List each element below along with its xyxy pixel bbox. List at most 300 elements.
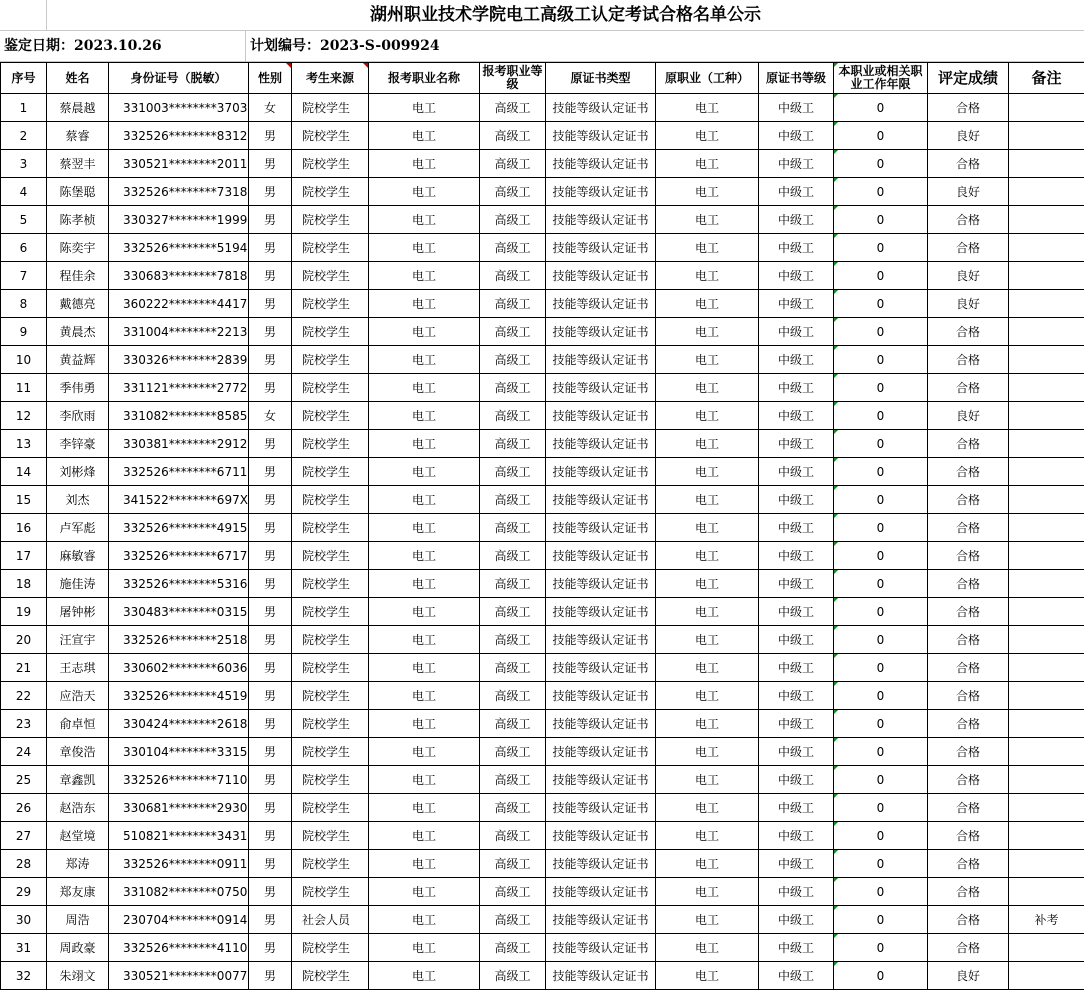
cell-remark[interactable]	[1009, 374, 1084, 402]
cell-seq[interactable]: 22	[1, 682, 47, 710]
cell-years[interactable]: 0	[834, 290, 928, 318]
cell-orig-job[interactable]: 电工	[656, 738, 759, 766]
cell-cert-type[interactable]: 技能等级认定证书	[546, 122, 656, 150]
cell-cert-level[interactable]: 中级工	[759, 178, 834, 206]
cell-orig-job[interactable]: 电工	[656, 626, 759, 654]
cell-orig-job[interactable]: 电工	[656, 598, 759, 626]
cell-id[interactable]: 332526********8312	[109, 122, 249, 150]
cell-level[interactable]: 高级工	[480, 486, 546, 514]
cell-id[interactable]: 332526********5316	[109, 570, 249, 598]
cell-level[interactable]: 高级工	[480, 822, 546, 850]
cell-name[interactable]: 蔡晨越	[47, 94, 109, 122]
cell-score[interactable]: 合格	[928, 598, 1009, 626]
cell-cert-level[interactable]: 中级工	[759, 206, 834, 234]
cell-source[interactable]: 院校学生	[292, 234, 369, 262]
cell-job[interactable]: 电工	[369, 150, 480, 178]
cell-job[interactable]: 电工	[369, 906, 480, 934]
cell-job[interactable]: 电工	[369, 766, 480, 794]
cell-level[interactable]: 高级工	[480, 94, 546, 122]
cell-years[interactable]: 0	[834, 850, 928, 878]
cell-name[interactable]: 施佳涛	[47, 570, 109, 598]
cell-years[interactable]: 0	[834, 402, 928, 430]
header-cert-level[interactable]: 原证书等级	[759, 63, 834, 94]
cell-remark[interactable]	[1009, 486, 1084, 514]
cell-orig-job[interactable]: 电工	[656, 150, 759, 178]
cell-gender[interactable]: 男	[249, 290, 292, 318]
cell-remark[interactable]	[1009, 122, 1084, 150]
cell-years[interactable]: 0	[834, 934, 928, 962]
cell-source[interactable]: 院校学生	[292, 822, 369, 850]
cell-job[interactable]: 电工	[369, 430, 480, 458]
cell-seq[interactable]: 20	[1, 626, 47, 654]
cell-id[interactable]: 332526********7318	[109, 178, 249, 206]
cell-remark[interactable]	[1009, 654, 1084, 682]
cell-name[interactable]: 戴德亮	[47, 290, 109, 318]
cell-gender[interactable]: 男	[249, 262, 292, 290]
cell-name[interactable]: 刘彬烽	[47, 458, 109, 486]
cell-cert-type[interactable]: 技能等级认定证书	[546, 94, 656, 122]
cell-orig-job[interactable]: 电工	[656, 570, 759, 598]
cell-gender[interactable]: 男	[249, 514, 292, 542]
cell-orig-job[interactable]: 电工	[656, 262, 759, 290]
cell-cert-level[interactable]: 中级工	[759, 906, 834, 934]
cell-job[interactable]: 电工	[369, 178, 480, 206]
cell-cert-level[interactable]: 中级工	[759, 654, 834, 682]
cell-score[interactable]: 合格	[928, 150, 1009, 178]
cell-score[interactable]: 良好	[928, 178, 1009, 206]
cell-level[interactable]: 高级工	[480, 598, 546, 626]
cell-remark[interactable]	[1009, 318, 1084, 346]
cell-gender[interactable]: 男	[249, 430, 292, 458]
cell-level[interactable]: 高级工	[480, 738, 546, 766]
header-cert-type[interactable]: 原证书类型	[546, 63, 656, 94]
cell-seq[interactable]: 30	[1, 906, 47, 934]
cell-level[interactable]: 高级工	[480, 374, 546, 402]
cell-id[interactable]: 360222********4417	[109, 290, 249, 318]
cell-seq[interactable]: 25	[1, 766, 47, 794]
cell-name[interactable]: 黄益辉	[47, 346, 109, 374]
cell-remark[interactable]	[1009, 178, 1084, 206]
cell-gender[interactable]: 男	[249, 318, 292, 346]
cell-cert-level[interactable]: 中级工	[759, 514, 834, 542]
cell-score[interactable]: 良好	[928, 122, 1009, 150]
cell-job[interactable]: 电工	[369, 262, 480, 290]
cell-job[interactable]: 电工	[369, 654, 480, 682]
cell-level[interactable]: 高级工	[480, 766, 546, 794]
cell-score[interactable]: 合格	[928, 206, 1009, 234]
cell-cert-type[interactable]: 技能等级认定证书	[546, 738, 656, 766]
cell-cert-type[interactable]: 技能等级认定证书	[546, 962, 656, 990]
cell-source[interactable]: 社会人员	[292, 906, 369, 934]
cell-cert-level[interactable]: 中级工	[759, 738, 834, 766]
cell-orig-job[interactable]: 电工	[656, 402, 759, 430]
cell-gender[interactable]: 男	[249, 542, 292, 570]
cell-gender[interactable]: 男	[249, 962, 292, 990]
cell-seq[interactable]: 26	[1, 794, 47, 822]
cell-orig-job[interactable]: 电工	[656, 318, 759, 346]
cell-seq[interactable]: 16	[1, 514, 47, 542]
cell-id[interactable]: 332526********2518	[109, 626, 249, 654]
cell-orig-job[interactable]: 电工	[656, 878, 759, 906]
cell-orig-job[interactable]: 电工	[656, 346, 759, 374]
cell-cert-level[interactable]: 中级工	[759, 710, 834, 738]
cell-job[interactable]: 电工	[369, 850, 480, 878]
cell-cert-type[interactable]: 技能等级认定证书	[546, 654, 656, 682]
cell-seq[interactable]: 23	[1, 710, 47, 738]
cell-score[interactable]: 合格	[928, 458, 1009, 486]
cell-level[interactable]: 高级工	[480, 262, 546, 290]
cell-seq[interactable]: 18	[1, 570, 47, 598]
sheet-title[interactable]: 湖州职业技术学院电工高级工认定考试合格名单公示	[47, 0, 1084, 30]
cell-id[interactable]: 332526********4915	[109, 514, 249, 542]
cell-id[interactable]: 332526********0911	[109, 850, 249, 878]
cell-name[interactable]: 周政豪	[47, 934, 109, 962]
cell-gender[interactable]: 男	[249, 878, 292, 906]
header-orig-job[interactable]: 原职业（工种）	[656, 63, 759, 94]
cell-source[interactable]: 院校学生	[292, 206, 369, 234]
cell-cert-type[interactable]: 技能等级认定证书	[546, 206, 656, 234]
cell-id[interactable]: 332526********7110	[109, 766, 249, 794]
cell-years[interactable]: 0	[834, 738, 928, 766]
cell-score[interactable]: 合格	[928, 346, 1009, 374]
cell-orig-job[interactable]: 电工	[656, 934, 759, 962]
cell-orig-job[interactable]: 电工	[656, 766, 759, 794]
cell-score[interactable]: 合格	[928, 850, 1009, 878]
cell-level[interactable]: 高级工	[480, 542, 546, 570]
cell-remark[interactable]	[1009, 150, 1084, 178]
header-score[interactable]: 评定成绩	[928, 63, 1009, 94]
cell-name[interactable]: 汪宣宇	[47, 626, 109, 654]
cell-score[interactable]: 合格	[928, 374, 1009, 402]
cell-seq[interactable]: 19	[1, 598, 47, 626]
cell-gender[interactable]: 男	[249, 766, 292, 794]
cell-years[interactable]: 0	[834, 962, 928, 990]
cell-cert-type[interactable]: 技能等级认定证书	[546, 710, 656, 738]
plan-number[interactable]: 计划编号：2023-S-009924	[250, 31, 440, 61]
cell-id[interactable]: 330483********0315	[109, 598, 249, 626]
cell-orig-job[interactable]: 电工	[656, 374, 759, 402]
cell-score[interactable]: 合格	[928, 654, 1009, 682]
cell-level[interactable]: 高级工	[480, 178, 546, 206]
cell-source[interactable]: 院校学生	[292, 626, 369, 654]
cell-level[interactable]: 高级工	[480, 206, 546, 234]
cell-name[interactable]: 李欣雨	[47, 402, 109, 430]
cell-remark[interactable]	[1009, 794, 1084, 822]
cell-cert-type[interactable]: 技能等级认定证书	[546, 766, 656, 794]
cell-level[interactable]: 高级工	[480, 150, 546, 178]
cell-id[interactable]: 330683********7818	[109, 262, 249, 290]
cell-job[interactable]: 电工	[369, 626, 480, 654]
cell-name[interactable]: 章俊浩	[47, 738, 109, 766]
cell-id[interactable]: 331121********2772	[109, 374, 249, 402]
cell-cert-type[interactable]: 技能等级认定证书	[546, 150, 656, 178]
cell-score[interactable]: 合格	[928, 430, 1009, 458]
cell-source[interactable]: 院校学生	[292, 486, 369, 514]
cell-name[interactable]: 俞卓恒	[47, 710, 109, 738]
cell-source[interactable]: 院校学生	[292, 878, 369, 906]
cell-score[interactable]: 合格	[928, 794, 1009, 822]
cell-id[interactable]: 332526********5194	[109, 234, 249, 262]
cell-seq[interactable]: 7	[1, 262, 47, 290]
cell-job[interactable]: 电工	[369, 290, 480, 318]
cell-gender[interactable]: 男	[249, 206, 292, 234]
cell-orig-job[interactable]: 电工	[656, 710, 759, 738]
cell-seq[interactable]: 15	[1, 486, 47, 514]
cell-remark[interactable]	[1009, 234, 1084, 262]
cell-cert-level[interactable]: 中级工	[759, 822, 834, 850]
cell-name[interactable]: 麻敏睿	[47, 542, 109, 570]
cell-remark[interactable]	[1009, 542, 1084, 570]
cell-years[interactable]: 0	[834, 906, 928, 934]
cell-remark[interactable]	[1009, 458, 1084, 486]
cell-seq[interactable]: 1	[1, 94, 47, 122]
cell-job[interactable]: 电工	[369, 374, 480, 402]
cell-gender[interactable]: 男	[249, 150, 292, 178]
cell-cert-type[interactable]: 技能等级认定证书	[546, 290, 656, 318]
cell-years[interactable]: 0	[834, 150, 928, 178]
cell-source[interactable]: 院校学生	[292, 570, 369, 598]
cell-job[interactable]: 电工	[369, 486, 480, 514]
cell-seq[interactable]: 27	[1, 822, 47, 850]
cell-years[interactable]: 0	[834, 178, 928, 206]
header-source[interactable]: 考生来源	[292, 63, 369, 94]
cell-seq[interactable]: 10	[1, 346, 47, 374]
cell-seq[interactable]: 13	[1, 430, 47, 458]
cell-cert-type[interactable]: 技能等级认定证书	[546, 374, 656, 402]
cell-gender[interactable]: 男	[249, 178, 292, 206]
cell-gender[interactable]: 女	[249, 94, 292, 122]
cell-cert-level[interactable]: 中级工	[759, 626, 834, 654]
cell-gender[interactable]: 男	[249, 934, 292, 962]
cell-id[interactable]: 330681********2930	[109, 794, 249, 822]
cell-remark[interactable]	[1009, 570, 1084, 598]
title-lead-cell[interactable]	[0, 0, 47, 30]
cell-remark[interactable]	[1009, 262, 1084, 290]
cell-seq[interactable]: 17	[1, 542, 47, 570]
cell-source[interactable]: 院校学生	[292, 262, 369, 290]
cell-score[interactable]: 合格	[928, 878, 1009, 906]
cell-score[interactable]: 合格	[928, 234, 1009, 262]
cell-remark[interactable]	[1009, 962, 1084, 990]
cell-job[interactable]: 电工	[369, 458, 480, 486]
cell-orig-job[interactable]: 电工	[656, 654, 759, 682]
cell-job[interactable]: 电工	[369, 542, 480, 570]
cell-remark[interactable]	[1009, 346, 1084, 374]
cell-orig-job[interactable]: 电工	[656, 822, 759, 850]
cell-gender[interactable]: 男	[249, 850, 292, 878]
cell-orig-job[interactable]: 电工	[656, 850, 759, 878]
cell-source[interactable]: 院校学生	[292, 654, 369, 682]
cell-job[interactable]: 电工	[369, 514, 480, 542]
cell-id[interactable]: 330602********6036	[109, 654, 249, 682]
cell-name[interactable]: 应浩天	[47, 682, 109, 710]
cell-level[interactable]: 高级工	[480, 514, 546, 542]
cell-gender[interactable]: 男	[249, 626, 292, 654]
cell-cert-level[interactable]: 中级工	[759, 290, 834, 318]
cell-years[interactable]: 0	[834, 626, 928, 654]
cell-gender[interactable]: 男	[249, 346, 292, 374]
cell-gender[interactable]: 男	[249, 570, 292, 598]
cell-source[interactable]: 院校学生	[292, 682, 369, 710]
cell-years[interactable]: 0	[834, 878, 928, 906]
cell-name[interactable]: 朱翊文	[47, 962, 109, 990]
cell-name[interactable]: 赵堂境	[47, 822, 109, 850]
cell-years[interactable]: 0	[834, 710, 928, 738]
cell-orig-job[interactable]: 电工	[656, 906, 759, 934]
cell-source[interactable]: 院校学生	[292, 598, 369, 626]
cell-source[interactable]: 院校学生	[292, 738, 369, 766]
cell-orig-job[interactable]: 电工	[656, 178, 759, 206]
cell-cert-type[interactable]: 技能等级认定证书	[546, 626, 656, 654]
cell-years[interactable]: 0	[834, 822, 928, 850]
cell-source[interactable]: 院校学生	[292, 542, 369, 570]
cell-orig-job[interactable]: 电工	[656, 458, 759, 486]
cell-seq[interactable]: 32	[1, 962, 47, 990]
cell-level[interactable]: 高级工	[480, 682, 546, 710]
cell-years[interactable]: 0	[834, 94, 928, 122]
cell-gender[interactable]: 男	[249, 682, 292, 710]
cell-name[interactable]: 陈堡聪	[47, 178, 109, 206]
cell-seq[interactable]: 9	[1, 318, 47, 346]
cell-orig-job[interactable]: 电工	[656, 682, 759, 710]
cell-years[interactable]: 0	[834, 766, 928, 794]
cell-score[interactable]: 良好	[928, 962, 1009, 990]
cell-gender[interactable]: 男	[249, 122, 292, 150]
cell-gender[interactable]: 男	[249, 738, 292, 766]
cell-level[interactable]: 高级工	[480, 234, 546, 262]
cell-name[interactable]: 黄晨杰	[47, 318, 109, 346]
cell-score[interactable]: 合格	[928, 682, 1009, 710]
cell-level[interactable]: 高级工	[480, 430, 546, 458]
cell-cert-type[interactable]: 技能等级认定证书	[546, 402, 656, 430]
cell-remark[interactable]	[1009, 878, 1084, 906]
cell-cert-level[interactable]: 中级工	[759, 262, 834, 290]
cell-seq[interactable]: 2	[1, 122, 47, 150]
cell-level[interactable]: 高级工	[480, 850, 546, 878]
cell-cert-type[interactable]: 技能等级认定证书	[546, 794, 656, 822]
cell-gender[interactable]: 男	[249, 598, 292, 626]
cell-cert-level[interactable]: 中级工	[759, 682, 834, 710]
cell-remark[interactable]	[1009, 682, 1084, 710]
cell-years[interactable]: 0	[834, 682, 928, 710]
cell-cert-type[interactable]: 技能等级认定证书	[546, 542, 656, 570]
cell-id[interactable]: 331004********2213	[109, 318, 249, 346]
cell-remark[interactable]	[1009, 626, 1084, 654]
cell-source[interactable]: 院校学生	[292, 290, 369, 318]
cell-cert-level[interactable]: 中级工	[759, 766, 834, 794]
cell-seq[interactable]: 6	[1, 234, 47, 262]
cell-orig-job[interactable]: 电工	[656, 234, 759, 262]
cell-gender[interactable]: 女	[249, 402, 292, 430]
cell-remark[interactable]	[1009, 934, 1084, 962]
cell-cert-type[interactable]: 技能等级认定证书	[546, 486, 656, 514]
cell-level[interactable]: 高级工	[480, 626, 546, 654]
cell-score[interactable]: 合格	[928, 710, 1009, 738]
cell-job[interactable]: 电工	[369, 738, 480, 766]
cell-name[interactable]: 蔡翌丰	[47, 150, 109, 178]
assessment-date[interactable]: 鉴定日期：2023.10.26	[4, 31, 162, 61]
cell-remark[interactable]	[1009, 850, 1084, 878]
cell-level[interactable]: 高级工	[480, 570, 546, 598]
cell-cert-type[interactable]: 技能等级认定证书	[546, 906, 656, 934]
cell-id[interactable]: 331082********0750	[109, 878, 249, 906]
cell-job[interactable]: 电工	[369, 794, 480, 822]
cell-orig-job[interactable]: 电工	[656, 486, 759, 514]
cell-years[interactable]: 0	[834, 542, 928, 570]
cell-years[interactable]: 0	[834, 122, 928, 150]
cell-score[interactable]: 合格	[928, 626, 1009, 654]
cell-score[interactable]: 合格	[928, 486, 1009, 514]
header-remark[interactable]: 备注	[1009, 63, 1084, 94]
cell-level[interactable]: 高级工	[480, 654, 546, 682]
cell-source[interactable]: 院校学生	[292, 150, 369, 178]
cell-id[interactable]: 330521********0077	[109, 962, 249, 990]
cell-cert-type[interactable]: 技能等级认定证书	[546, 346, 656, 374]
cell-score[interactable]: 合格	[928, 542, 1009, 570]
cell-level[interactable]: 高级工	[480, 878, 546, 906]
cell-cert-level[interactable]: 中级工	[759, 486, 834, 514]
cell-cert-type[interactable]: 技能等级认定证书	[546, 178, 656, 206]
cell-orig-job[interactable]: 电工	[656, 122, 759, 150]
cell-source[interactable]: 院校学生	[292, 178, 369, 206]
cell-gender[interactable]: 男	[249, 458, 292, 486]
cell-id[interactable]: 332526********4519	[109, 682, 249, 710]
cell-seq[interactable]: 4	[1, 178, 47, 206]
cell-job[interactable]: 电工	[369, 934, 480, 962]
cell-cert-type[interactable]: 技能等级认定证书	[546, 850, 656, 878]
cell-name[interactable]: 陈孝桢	[47, 206, 109, 234]
cell-remark[interactable]	[1009, 738, 1084, 766]
cell-cert-level[interactable]: 中级工	[759, 598, 834, 626]
cell-score[interactable]: 合格	[928, 822, 1009, 850]
cell-id[interactable]: 331082********8585	[109, 402, 249, 430]
cell-cert-type[interactable]: 技能等级认定证书	[546, 598, 656, 626]
cell-cert-level[interactable]: 中级工	[759, 430, 834, 458]
cell-orig-job[interactable]: 电工	[656, 430, 759, 458]
cell-score[interactable]: 良好	[928, 402, 1009, 430]
cell-cert-level[interactable]: 中级工	[759, 346, 834, 374]
cell-cert-level[interactable]: 中级工	[759, 374, 834, 402]
cell-job[interactable]: 电工	[369, 122, 480, 150]
cell-source[interactable]: 院校学生	[292, 318, 369, 346]
cell-name[interactable]: 赵浩东	[47, 794, 109, 822]
cell-score[interactable]: 合格	[928, 514, 1009, 542]
cell-years[interactable]: 0	[834, 486, 928, 514]
cell-job[interactable]: 电工	[369, 878, 480, 906]
cell-cert-level[interactable]: 中级工	[759, 570, 834, 598]
cell-years[interactable]: 0	[834, 430, 928, 458]
cell-remark[interactable]	[1009, 402, 1084, 430]
cell-orig-job[interactable]: 电工	[656, 290, 759, 318]
cell-job[interactable]: 电工	[369, 822, 480, 850]
cell-name[interactable]: 季伟勇	[47, 374, 109, 402]
cell-score[interactable]: 合格	[928, 318, 1009, 346]
cell-years[interactable]: 0	[834, 206, 928, 234]
header-seq[interactable]: 序号	[1, 63, 47, 94]
cell-cert-type[interactable]: 技能等级认定证书	[546, 234, 656, 262]
cell-name[interactable]: 王志琪	[47, 654, 109, 682]
cell-level[interactable]: 高级工	[480, 402, 546, 430]
cell-job[interactable]: 电工	[369, 318, 480, 346]
cell-cert-type[interactable]: 技能等级认定证书	[546, 318, 656, 346]
cell-years[interactable]: 0	[834, 458, 928, 486]
cell-source[interactable]: 院校学生	[292, 934, 369, 962]
cell-seq[interactable]: 21	[1, 654, 47, 682]
cell-name[interactable]: 程佳余	[47, 262, 109, 290]
cell-years[interactable]: 0	[834, 654, 928, 682]
cell-seq[interactable]: 29	[1, 878, 47, 906]
cell-cert-level[interactable]: 中级工	[759, 850, 834, 878]
